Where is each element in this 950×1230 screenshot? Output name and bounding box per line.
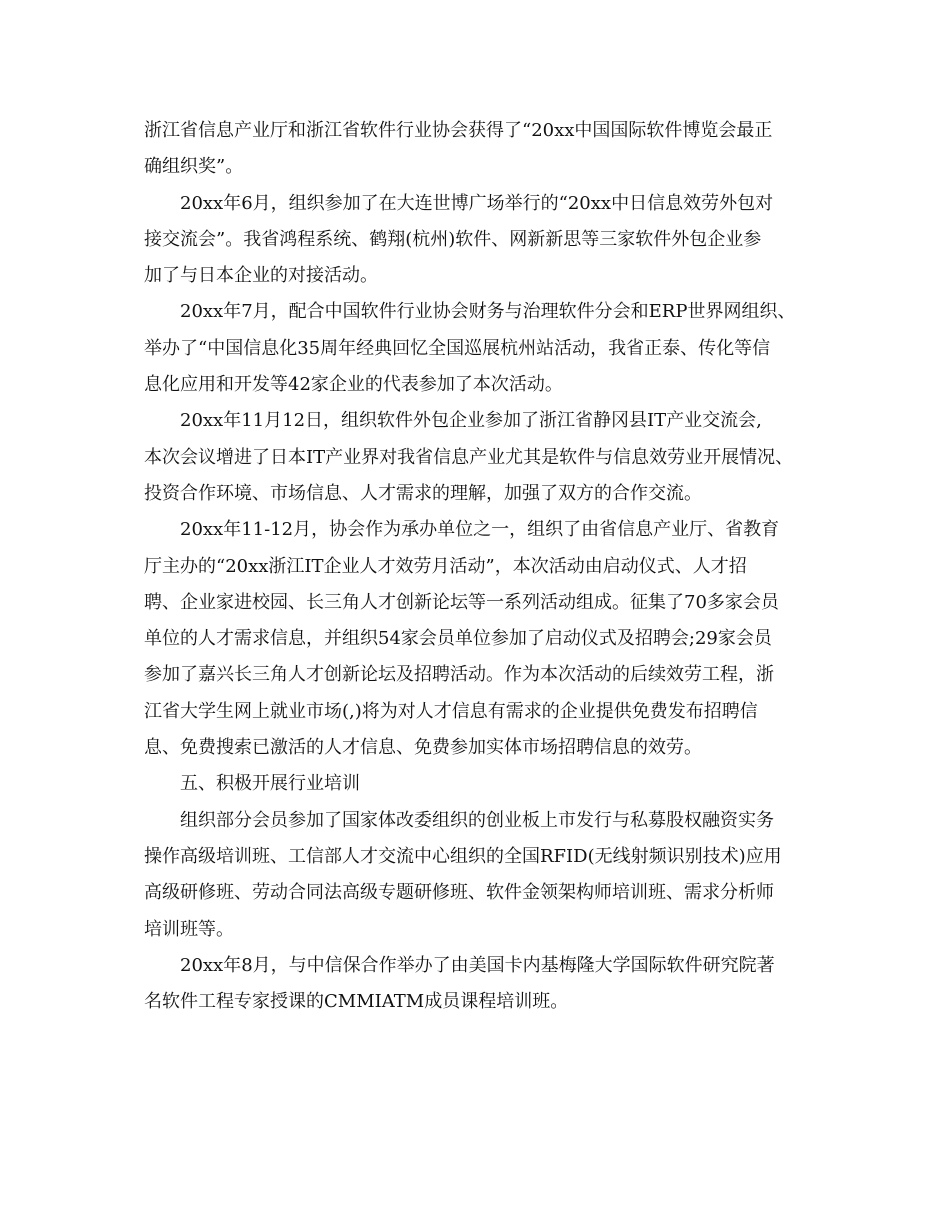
paragraph-start-line: 20xx年11-12月，协会作为承办单位之一，组织了由省信息产业厅、省教育 — [180, 519, 780, 541]
text-line: 投资合作环境、市场信息、人才需求的理解，加强了双方的合作交流。 — [144, 482, 702, 504]
paragraph-start-line: 组织部分会员参加了国家体改委组织的创业板上市发行与私募股权融资实务 — [180, 809, 774, 831]
paragraph-start-line: 20xx年11月12日，组织软件外包企业参加了浙江省静冈县IT产业交流会, — [180, 410, 762, 432]
text-line: 聘、企业家进校园、长三角人才创新论坛等一系列活动组成。征集了70多家会员 — [144, 591, 779, 613]
paragraph-start-line: 20xx年7月，配合中国软件行业协会财务与治理软件分会和ERP世界网组织、 — [180, 301, 796, 323]
text-line: 单位的人才需求信息，并组织54家会员单位参加了启动仪式及招聘会;29家会员 — [144, 628, 772, 650]
text-line: 本次会议增进了日本IT产业界对我省信息产业尤其是软件与信息效劳业开展情况、 — [144, 446, 794, 468]
text-line: 举办了“中国信息化35周年经典回忆全国巡展杭州站活动，我省正泰、传化等信 — [144, 337, 771, 359]
text-line: 培训班等。 — [144, 918, 234, 940]
text-line: 接交流会”。我省鸿程系统、鹤翔(杭州)软件、网新新思等三家软件外包企业参 — [144, 228, 762, 250]
paragraph-start-line: 20xx年6月，组织参加了在大连世博广场举行的“20xx中日信息效劳外包对 — [180, 192, 774, 214]
text-line: 息、免费搜索已激活的人才信息、免费参加实体市场招聘信息的效劳。 — [144, 737, 702, 759]
text-line: 浙江省信息产业厅和浙江省软件行业协会获得了“20xx中国国际软件博览会最正 — [144, 120, 773, 141]
text-line: 加了与日本企业的对接活动。 — [144, 265, 378, 287]
text-line: 高级研修班、劳动合同法高级专题研修班、软件金领架构师培训班、需求分析师 — [144, 882, 774, 904]
paragraph-start-line: 20xx年8月，与中信保合作举办了由美国卡内基梅隆大学国际软件研究院著 — [180, 954, 775, 976]
document-body — [144, 113, 816, 1020]
text-line: 操作高级培训班、工信部人才交流中心组织的全国RFID(无线射频识别技术)应用 — [144, 845, 782, 867]
text-line: 参加了嘉兴长三角人才创新论坛及招聘活动。作为本次活动的后续效劳工程，浙 — [144, 664, 774, 686]
section-heading: 五、积极开展行业培训 — [180, 773, 360, 795]
text-line: 江省大学生网上就业市场(,)将为对人才信息有需求的企业提供免费发布招聘信 — [144, 700, 758, 722]
text-line: 息化应用和开发等42家企业的代表参加了本次活动。 — [144, 374, 563, 396]
text-line: 确组织奖”。 — [144, 156, 244, 178]
text-line: 厅主办的“20xx浙江IT企业人才效劳月活动”，本次活动由启动仪式、人才招 — [144, 555, 747, 577]
text-line: 名软件工程专家授课的CMMIATM成员课程培训班。 — [144, 991, 569, 1013]
